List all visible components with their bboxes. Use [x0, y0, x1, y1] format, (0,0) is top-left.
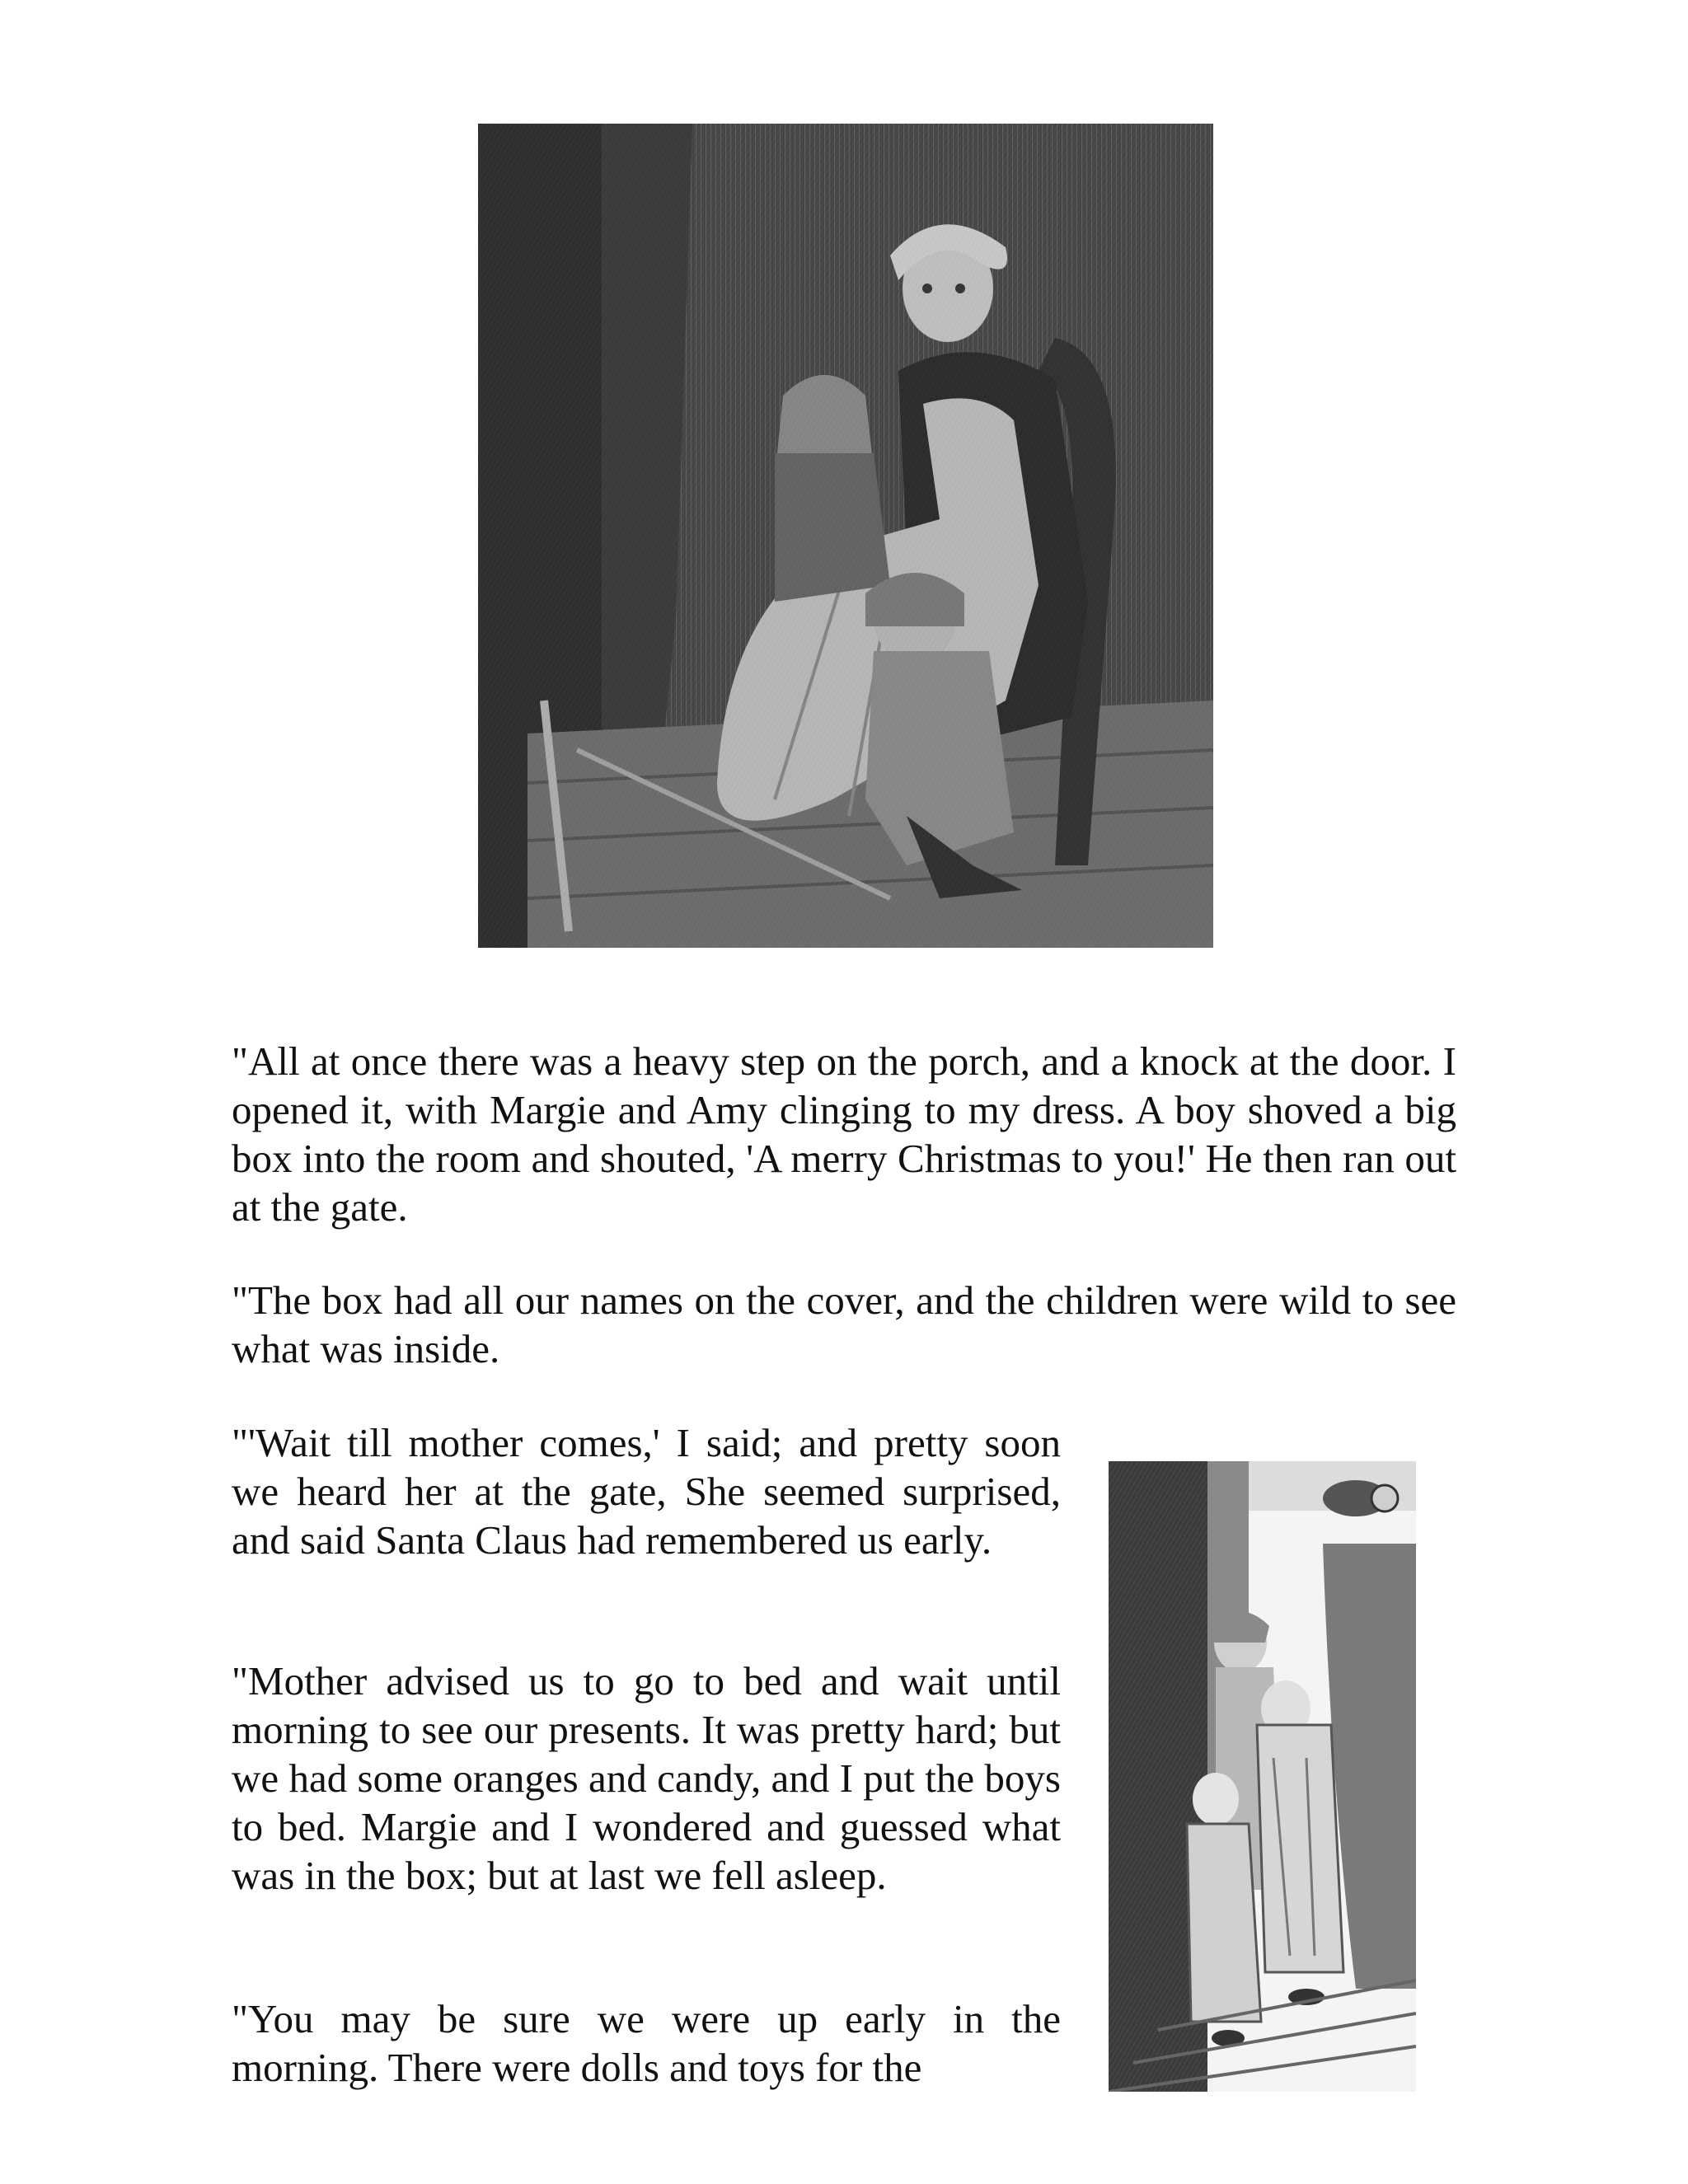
illustration-children-at-door — [1109, 1461, 1416, 2092]
paragraph-4: "Mother advised us to go to bed and wait until morning to see our presents. It was pretty hard; but we had some oranges and candy, and I put the boys to bed. Margie and I wondered and guessed what was in the box; but at last we fell asleep. — [232, 1658, 1061, 1898]
illustration-mother-and-children — [478, 124, 1213, 948]
paragraph-1: "All at once there was a heavy step on the porch, and a knock at the door. I opened it, with Margie and Amy clinging to my dress. A boy shoved a big box into the room and shouted, 'A merry Christmas to you!' He then ran out at the gate. — [232, 1038, 1456, 1230]
paragraph-3: "'Wait till mother comes,' I said; and pretty soon we heard her at the gate, She seemed surprised, and said Santa Claus had remembered us early. — [232, 1420, 1061, 1563]
paragraph-5: "You may be sure we were up early in the morning. There were dolls and toys for the — [232, 1996, 1061, 2090]
paragraph-2: "The box had all our names on the cover, and the children were wild to see what was inside. — [232, 1277, 1456, 1371]
